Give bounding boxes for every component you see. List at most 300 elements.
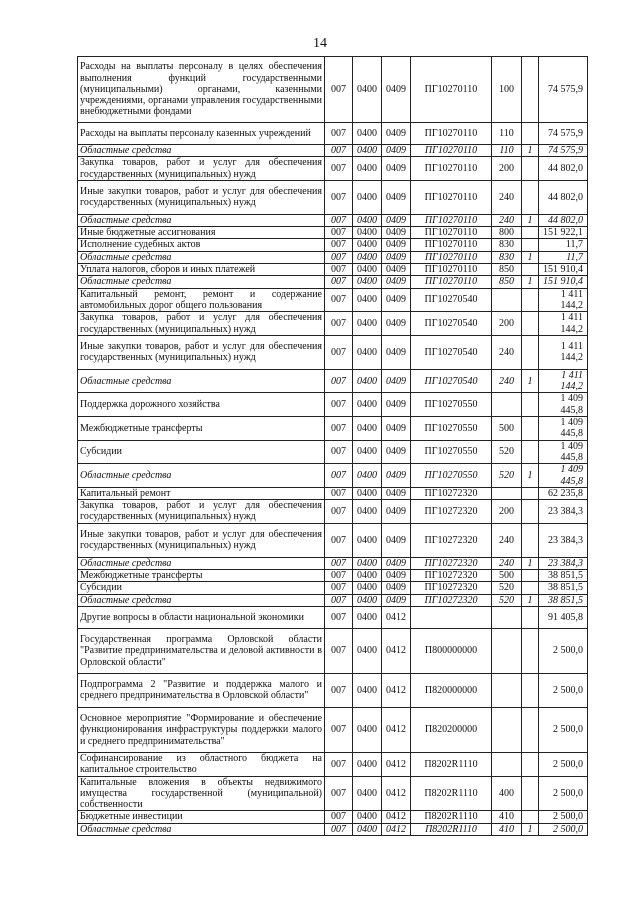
row-section-code: 0400 xyxy=(353,487,382,499)
row-grbs-code: 007 xyxy=(325,707,353,752)
row-target-article: ПГ10272320 xyxy=(411,570,492,582)
row-amount: 44 802,0 xyxy=(539,180,588,214)
row-funding-source: 1 xyxy=(522,823,539,835)
table-row xyxy=(78,214,588,226)
row-funding-source: 1 xyxy=(522,557,539,569)
row-funding-source xyxy=(522,628,539,673)
row-name: Подпрограмма 2 "Развитие и поддержка малого и среднего предпринимательства в Орловской области" xyxy=(78,673,325,707)
row-name: Закупка товаров, работ и услуг для обеспечения государственных (муниципальных) нужд xyxy=(78,157,325,181)
table-row xyxy=(78,523,588,557)
row-subsection-code: 0412 xyxy=(382,707,411,752)
row-name: Иные закупки товаров, работ и услуг для обеспечения государственных (муниципальных) нужд xyxy=(78,180,325,214)
row-funding-source xyxy=(522,288,539,312)
row-funding-source xyxy=(522,227,539,239)
row-amount: 2 500,0 xyxy=(539,811,588,823)
row-amount: 151 910,4 xyxy=(539,276,588,288)
row-subsection-code: 0409 xyxy=(382,570,411,582)
table-row xyxy=(78,582,588,594)
row-funding-source xyxy=(522,776,539,811)
table-row xyxy=(78,264,588,276)
row-funding-source xyxy=(522,582,539,594)
row-subsection-code: 0412 xyxy=(382,776,411,811)
table-row xyxy=(78,752,588,776)
row-expense-type: 100 xyxy=(492,57,522,123)
row-amount: 11,7 xyxy=(539,239,588,251)
page-number: 14 xyxy=(313,36,327,51)
table-row xyxy=(78,673,588,707)
row-target-article: ПГ10270540 xyxy=(411,288,492,312)
row-target-article: ПГ10270110 xyxy=(411,157,492,181)
row-target-article: ПГ10270110 xyxy=(411,251,492,263)
row-name: Исполнение судебных актов xyxy=(78,239,325,251)
table-row xyxy=(78,145,588,157)
row-section-code: 0400 xyxy=(353,335,382,369)
row-section-code: 0400 xyxy=(353,123,382,145)
row-target-article: ПГ10270550 xyxy=(411,417,492,441)
row-funding-source xyxy=(522,707,539,752)
row-section-code: 0400 xyxy=(353,276,382,288)
row-subsection-code: 0409 xyxy=(382,157,411,181)
row-name: Закупка товаров, работ и услуг для обеспечения государственных (муниципальных) нужд xyxy=(78,500,325,524)
row-section-code: 0400 xyxy=(353,288,382,312)
table-row xyxy=(78,570,588,582)
row-target-article: ПГ10272320 xyxy=(411,487,492,499)
row-amount: 1 411 144,2 xyxy=(539,335,588,369)
row-amount: 2 500,0 xyxy=(539,628,588,673)
row-funding-source xyxy=(522,487,539,499)
row-target-article: П8202R1110 xyxy=(411,776,492,811)
row-grbs-code: 007 xyxy=(325,335,353,369)
row-subsection-code: 0409 xyxy=(382,369,411,393)
row-funding-source: 1 xyxy=(522,214,539,226)
row-name: Областные средства xyxy=(78,251,325,263)
row-name: Межбюджетные трансферты xyxy=(78,417,325,441)
row-amount: 44 802,0 xyxy=(539,157,588,181)
row-subsection-code: 0409 xyxy=(382,288,411,312)
table-row xyxy=(78,312,588,336)
row-amount: 38 851,5 xyxy=(539,594,588,606)
row-amount: 74 575,9 xyxy=(539,57,588,123)
row-expense-type xyxy=(492,707,522,752)
row-expense-type xyxy=(492,752,522,776)
row-expense-type: 110 xyxy=(492,123,522,145)
row-subsection-code: 0409 xyxy=(382,594,411,606)
row-grbs-code: 007 xyxy=(325,276,353,288)
row-section-code: 0400 xyxy=(353,594,382,606)
table-row xyxy=(78,239,588,251)
row-expense-type xyxy=(492,288,522,312)
row-subsection-code: 0409 xyxy=(382,264,411,276)
row-name: Иные бюджетные ассигнования xyxy=(78,227,325,239)
row-amount: 74 575,9 xyxy=(539,145,588,157)
row-subsection-code: 0409 xyxy=(382,335,411,369)
row-section-code: 0400 xyxy=(353,180,382,214)
row-section-code: 0400 xyxy=(353,707,382,752)
row-name: Капитальные вложения в объекты недвижимого имущества государственной (муниципальной) собственности xyxy=(78,776,325,811)
row-grbs-code: 007 xyxy=(325,239,353,251)
row-subsection-code: 0412 xyxy=(382,673,411,707)
row-expense-type: 850 xyxy=(492,264,522,276)
row-funding-source xyxy=(522,500,539,524)
row-name: Другие вопросы в области национальной экономики xyxy=(78,606,325,628)
row-grbs-code: 007 xyxy=(325,570,353,582)
row-section-code: 0400 xyxy=(353,776,382,811)
row-name: Капитальный ремонт xyxy=(78,487,325,499)
row-funding-source xyxy=(522,440,539,464)
table-row xyxy=(78,57,588,123)
row-grbs-code: 007 xyxy=(325,123,353,145)
row-section-code: 0400 xyxy=(353,464,382,488)
row-amount: 38 851,5 xyxy=(539,582,588,594)
row-section-code: 0400 xyxy=(353,628,382,673)
row-expense-type: 240 xyxy=(492,180,522,214)
row-expense-type: 520 xyxy=(492,582,522,594)
row-grbs-code: 007 xyxy=(325,776,353,811)
row-target-article: ПГ10270550 xyxy=(411,464,492,488)
row-funding-source xyxy=(522,570,539,582)
row-amount: 1 409 445,8 xyxy=(539,464,588,488)
row-target-article: ПГ10270110 xyxy=(411,214,492,226)
row-expense-type: 850 xyxy=(492,276,522,288)
row-section-code: 0400 xyxy=(353,523,382,557)
row-amount: 2 500,0 xyxy=(539,823,588,835)
row-subsection-code: 0409 xyxy=(382,523,411,557)
row-expense-type xyxy=(492,606,522,628)
row-amount: 151 910,4 xyxy=(539,264,588,276)
row-expense-type: 410 xyxy=(492,823,522,835)
row-name: Областные средства xyxy=(78,594,325,606)
row-section-code: 0400 xyxy=(353,606,382,628)
row-grbs-code: 007 xyxy=(325,440,353,464)
table-row xyxy=(78,500,588,524)
row-amount: 23 384,3 xyxy=(539,557,588,569)
row-subsection-code: 0409 xyxy=(382,582,411,594)
table-row xyxy=(78,369,588,393)
row-subsection-code: 0412 xyxy=(382,606,411,628)
row-target-article: ПГ10270540 xyxy=(411,369,492,393)
row-subsection-code: 0409 xyxy=(382,487,411,499)
row-expense-type: 830 xyxy=(492,239,522,251)
row-subsection-code: 0409 xyxy=(382,227,411,239)
row-subsection-code: 0409 xyxy=(382,500,411,524)
row-target-article: ПГ10270110 xyxy=(411,145,492,157)
row-name: Расходы на выплаты персоналу казенных учреждений xyxy=(78,123,325,145)
row-amount: 38 851,5 xyxy=(539,570,588,582)
row-grbs-code: 007 xyxy=(325,811,353,823)
row-grbs-code: 007 xyxy=(325,673,353,707)
row-expense-type: 520 xyxy=(492,594,522,606)
row-grbs-code: 007 xyxy=(325,251,353,263)
row-subsection-code: 0409 xyxy=(382,180,411,214)
row-subsection-code: 0409 xyxy=(382,123,411,145)
row-subsection-code: 0412 xyxy=(382,752,411,776)
row-section-code: 0400 xyxy=(353,500,382,524)
row-target-article: ПГ10270110 xyxy=(411,123,492,145)
row-expense-type: 500 xyxy=(492,417,522,441)
table-row xyxy=(78,393,588,417)
row-name: Областные средства xyxy=(78,464,325,488)
row-name: Бюджетные инвестиции xyxy=(78,811,325,823)
row-name: Государственная программа Орловской области "Развитие предпринимательства и деловой активности в Орловской области" xyxy=(78,628,325,673)
row-target-article: ПГ10270110 xyxy=(411,57,492,123)
row-grbs-code: 007 xyxy=(325,264,353,276)
row-subsection-code: 0409 xyxy=(382,557,411,569)
row-name: Областные средства xyxy=(78,557,325,569)
row-amount: 74 575,9 xyxy=(539,123,588,145)
table-row xyxy=(78,811,588,823)
row-target-article: ПГ10270110 xyxy=(411,276,492,288)
row-expense-type: 400 xyxy=(492,776,522,811)
row-expense-type: 240 xyxy=(492,523,522,557)
row-subsection-code: 0409 xyxy=(382,440,411,464)
row-expense-type xyxy=(492,628,522,673)
row-name: Областные средства xyxy=(78,145,325,157)
row-funding-source xyxy=(522,335,539,369)
row-amount: 1 411 144,2 xyxy=(539,312,588,336)
table-row xyxy=(78,594,588,606)
row-name: Областные средства xyxy=(78,276,325,288)
row-subsection-code: 0409 xyxy=(382,393,411,417)
row-grbs-code: 007 xyxy=(325,417,353,441)
row-target-article: П8202R1110 xyxy=(411,823,492,835)
row-grbs-code: 007 xyxy=(325,145,353,157)
row-amount: 151 922,1 xyxy=(539,227,588,239)
row-section-code: 0400 xyxy=(353,417,382,441)
row-name: Уплата налогов, сборов и иных платежей xyxy=(78,264,325,276)
row-funding-source xyxy=(522,606,539,628)
row-subsection-code: 0409 xyxy=(382,214,411,226)
row-funding-source xyxy=(522,811,539,823)
budget-table-container xyxy=(77,56,587,836)
row-grbs-code: 007 xyxy=(325,312,353,336)
row-funding-source xyxy=(522,417,539,441)
row-section-code: 0400 xyxy=(353,145,382,157)
row-subsection-code: 0412 xyxy=(382,823,411,835)
row-amount: 1 409 445,8 xyxy=(539,440,588,464)
table-row xyxy=(78,628,588,673)
table-row xyxy=(78,776,588,811)
row-target-article: ПГ10270110 xyxy=(411,180,492,214)
row-target-article: ПГ10272320 xyxy=(411,557,492,569)
row-target-article: ПГ10270550 xyxy=(411,440,492,464)
row-subsection-code: 0409 xyxy=(382,464,411,488)
row-expense-type xyxy=(492,673,522,707)
row-target-article: ПГ10272320 xyxy=(411,523,492,557)
table-row xyxy=(78,606,588,628)
row-name: Межбюджетные трансферты xyxy=(78,570,325,582)
row-funding-source xyxy=(522,523,539,557)
row-grbs-code: 007 xyxy=(325,752,353,776)
row-expense-type: 830 xyxy=(492,251,522,263)
row-grbs-code: 007 xyxy=(325,628,353,673)
table-row xyxy=(78,823,588,835)
row-section-code: 0400 xyxy=(353,752,382,776)
row-target-article: ПГ10272320 xyxy=(411,594,492,606)
row-section-code: 0400 xyxy=(353,369,382,393)
row-section-code: 0400 xyxy=(353,227,382,239)
row-funding-source xyxy=(522,157,539,181)
row-funding-source xyxy=(522,123,539,145)
row-expense-type xyxy=(492,487,522,499)
table-row xyxy=(78,417,588,441)
row-target-article: ПГ10270110 xyxy=(411,227,492,239)
row-section-code: 0400 xyxy=(353,214,382,226)
row-target-article: ПГ10270550 xyxy=(411,393,492,417)
row-amount: 2 500,0 xyxy=(539,752,588,776)
table-row xyxy=(78,464,588,488)
row-target-article: П800000000 xyxy=(411,628,492,673)
table-row xyxy=(78,157,588,181)
row-name: Областные средства xyxy=(78,369,325,393)
row-grbs-code: 007 xyxy=(325,487,353,499)
row-section-code: 0400 xyxy=(353,239,382,251)
budget-table xyxy=(77,56,588,836)
table-row xyxy=(78,276,588,288)
row-target-article: ПГ10270540 xyxy=(411,335,492,369)
row-funding-source xyxy=(522,752,539,776)
row-name: Субсидии xyxy=(78,440,325,464)
row-name: Закупка товаров, работ и услуг для обеспечения государственных (муниципальных) нужд xyxy=(78,312,325,336)
row-grbs-code: 007 xyxy=(325,606,353,628)
row-target-article: ПГ10270110 xyxy=(411,239,492,251)
row-funding-source: 1 xyxy=(522,145,539,157)
row-grbs-code: 007 xyxy=(325,180,353,214)
row-grbs-code: 007 xyxy=(325,523,353,557)
row-funding-source xyxy=(522,673,539,707)
row-funding-source: 1 xyxy=(522,251,539,263)
row-expense-type: 410 xyxy=(492,811,522,823)
row-target-article: ПГ10272320 xyxy=(411,582,492,594)
row-section-code: 0400 xyxy=(353,673,382,707)
row-name: Капитальный ремонт, ремонт и содержание автомобильных дорог общего пользования xyxy=(78,288,325,312)
row-expense-type: 200 xyxy=(492,312,522,336)
row-grbs-code: 007 xyxy=(325,288,353,312)
row-amount: 11,7 xyxy=(539,251,588,263)
row-name: Иные закупки товаров, работ и услуг для обеспечения государственных (муниципальных) нужд xyxy=(78,335,325,369)
table-row xyxy=(78,707,588,752)
row-amount: 23 384,3 xyxy=(539,523,588,557)
row-grbs-code: 007 xyxy=(325,57,353,123)
row-subsection-code: 0412 xyxy=(382,811,411,823)
table-row xyxy=(78,335,588,369)
row-amount: 23 384,3 xyxy=(539,500,588,524)
row-grbs-code: 007 xyxy=(325,227,353,239)
table-row xyxy=(78,557,588,569)
table-body xyxy=(78,57,588,836)
row-expense-type: 240 xyxy=(492,214,522,226)
row-section-code: 0400 xyxy=(353,312,382,336)
row-expense-type: 520 xyxy=(492,440,522,464)
row-subsection-code: 0409 xyxy=(382,312,411,336)
row-subsection-code: 0409 xyxy=(382,57,411,123)
table-row xyxy=(78,440,588,464)
row-funding-source: 1 xyxy=(522,594,539,606)
row-section-code: 0400 xyxy=(353,251,382,263)
row-expense-type: 800 xyxy=(492,227,522,239)
row-amount: 2 500,0 xyxy=(539,707,588,752)
row-name: Областные средства xyxy=(78,823,325,835)
row-target-article: ПГ10270110 xyxy=(411,264,492,276)
row-expense-type: 520 xyxy=(492,464,522,488)
table-row xyxy=(78,288,588,312)
row-funding-source: 1 xyxy=(522,369,539,393)
row-funding-source xyxy=(522,239,539,251)
row-grbs-code: 007 xyxy=(325,557,353,569)
row-section-code: 0400 xyxy=(353,264,382,276)
row-funding-source xyxy=(522,180,539,214)
row-target-article: ПГ10272320 xyxy=(411,500,492,524)
row-funding-source xyxy=(522,393,539,417)
row-subsection-code: 0409 xyxy=(382,417,411,441)
row-grbs-code: 007 xyxy=(325,594,353,606)
row-grbs-code: 007 xyxy=(325,500,353,524)
table-row xyxy=(78,227,588,239)
row-name: Поддержка дорожного хозяйства xyxy=(78,393,325,417)
row-name: Областные средства xyxy=(78,214,325,226)
row-section-code: 0400 xyxy=(353,557,382,569)
row-target-article: П820200000 xyxy=(411,707,492,752)
row-subsection-code: 0409 xyxy=(382,276,411,288)
row-subsection-code: 0409 xyxy=(382,145,411,157)
row-grbs-code: 007 xyxy=(325,823,353,835)
row-grbs-code: 007 xyxy=(325,157,353,181)
row-expense-type: 240 xyxy=(492,369,522,393)
row-amount: 44 802,0 xyxy=(539,214,588,226)
row-target-article: П8202R1110 xyxy=(411,811,492,823)
row-name: Софинансирование из областного бюджета на капитальное строительство xyxy=(78,752,325,776)
table-row xyxy=(78,123,588,145)
row-subsection-code: 0412 xyxy=(382,628,411,673)
row-funding-source: 1 xyxy=(522,276,539,288)
row-expense-type: 240 xyxy=(492,557,522,569)
row-section-code: 0400 xyxy=(353,440,382,464)
row-amount: 1 409 445,8 xyxy=(539,393,588,417)
row-expense-type: 110 xyxy=(492,145,522,157)
row-amount: 2 500,0 xyxy=(539,776,588,811)
table-row xyxy=(78,251,588,263)
row-section-code: 0400 xyxy=(353,582,382,594)
row-grbs-code: 007 xyxy=(325,464,353,488)
row-grbs-code: 007 xyxy=(325,369,353,393)
row-name: Субсидии xyxy=(78,582,325,594)
row-amount: 1 411 144,2 xyxy=(539,288,588,312)
row-funding-source xyxy=(522,264,539,276)
row-expense-type: 240 xyxy=(492,335,522,369)
row-funding-source xyxy=(522,312,539,336)
row-amount: 2 500,0 xyxy=(539,673,588,707)
row-target-article: ПГ10270540 xyxy=(411,312,492,336)
row-funding-source: 1 xyxy=(522,464,539,488)
row-section-code: 0400 xyxy=(353,823,382,835)
row-section-code: 0400 xyxy=(353,811,382,823)
row-section-code: 0400 xyxy=(353,570,382,582)
row-section-code: 0400 xyxy=(353,393,382,417)
row-subsection-code: 0409 xyxy=(382,251,411,263)
row-section-code: 0400 xyxy=(353,57,382,123)
row-grbs-code: 007 xyxy=(325,393,353,417)
row-name: Иные закупки товаров, работ и услуг для обеспечения государственных (муниципальных) нужд xyxy=(78,523,325,557)
row-funding-source xyxy=(522,57,539,123)
row-amount: 1 409 445,8 xyxy=(539,417,588,441)
row-expense-type: 200 xyxy=(492,157,522,181)
row-amount: 91 405,8 xyxy=(539,606,588,628)
row-expense-type: 500 xyxy=(492,570,522,582)
row-expense-type: 200 xyxy=(492,500,522,524)
row-grbs-code: 007 xyxy=(325,582,353,594)
table-row xyxy=(78,180,588,214)
row-expense-type xyxy=(492,393,522,417)
row-subsection-code: 0409 xyxy=(382,239,411,251)
